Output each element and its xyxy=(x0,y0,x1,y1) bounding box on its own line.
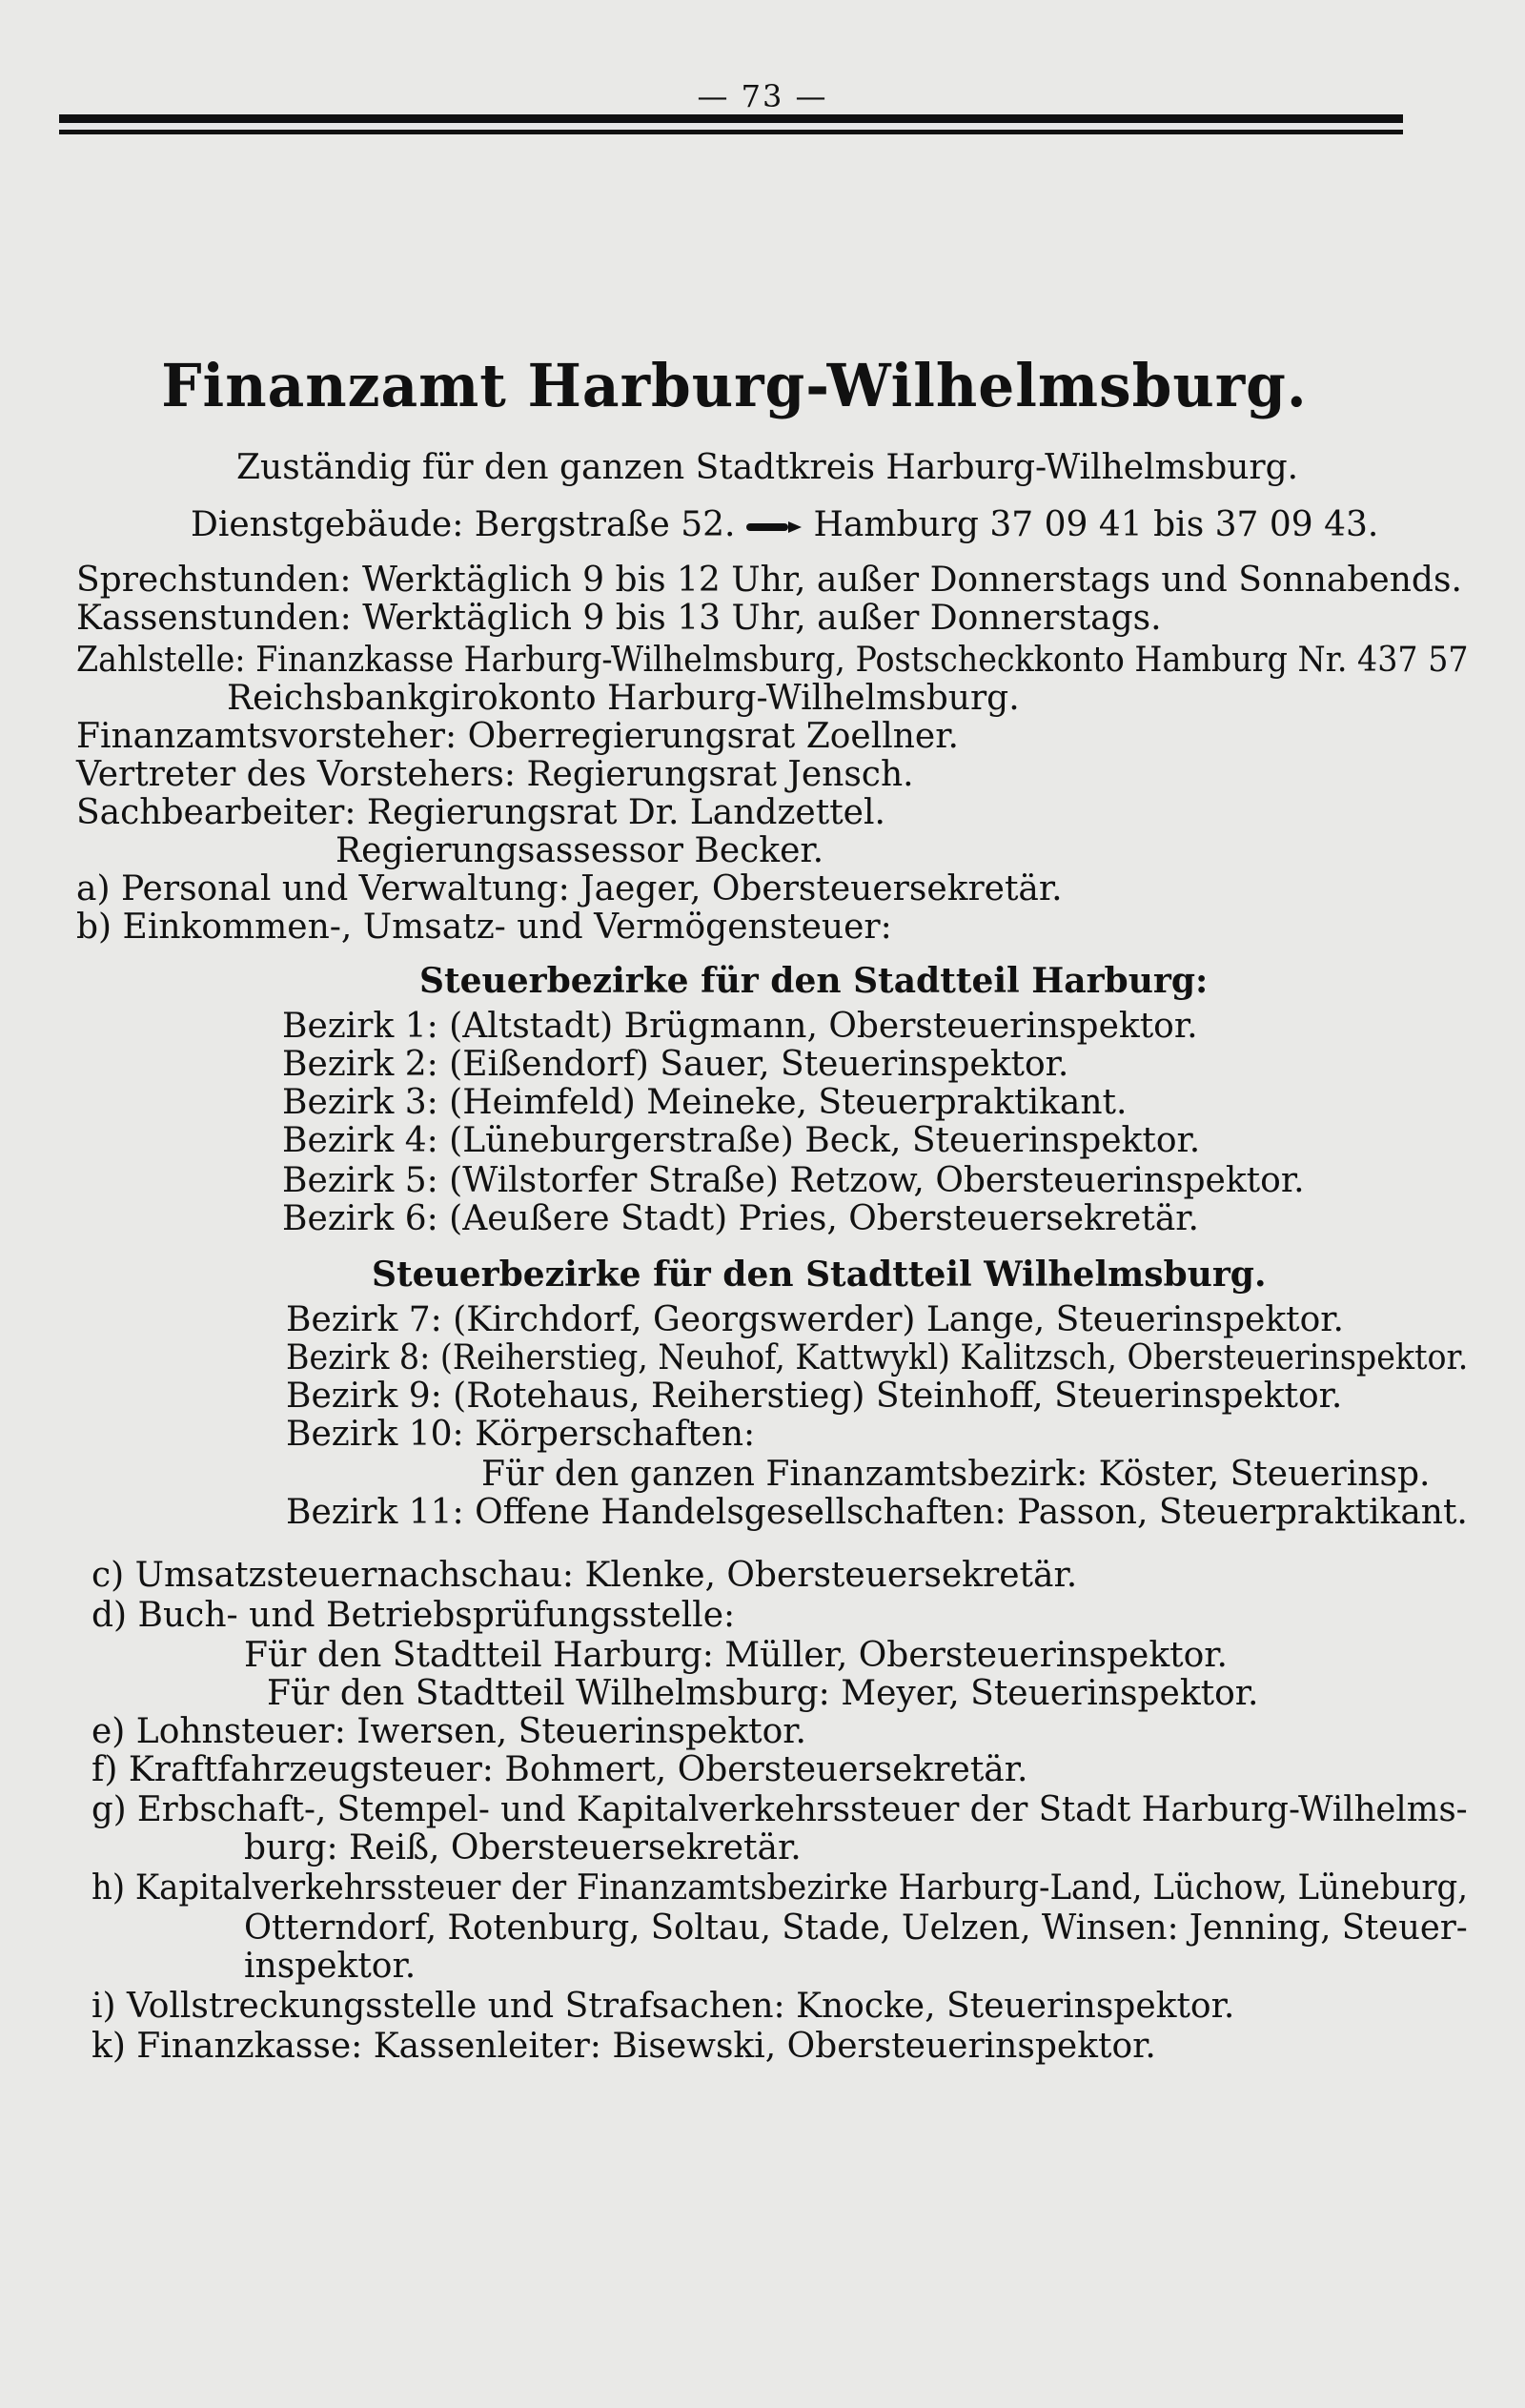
item-a: a) Personal und Verwaltung: Jaeger, Obersteuersekretär. xyxy=(76,869,1063,908)
page-number: — 73 — xyxy=(697,78,828,114)
district-7: Bezirk 7: (Kirchdorf, Georgswerder) Lange, Steuerinspektor. xyxy=(286,1300,1344,1339)
item-h: h) Kapitalverkehrssteuer der Finanzamtsbezirke Harburg-Land, Lüchow, Lüneburg, xyxy=(92,1868,1469,1908)
item-i: i) Vollstreckungsstelle und Strafsachen: Knocke, Steuerinspektor. xyxy=(92,1987,1235,2026)
item-c: c) Umsatzsteuernachschau: Klenke, Obersteuersekretär. xyxy=(92,1556,1078,1595)
district-1: Bezirk 1: (Altstadt) Brügmann, Obersteuerinspektor. xyxy=(282,1007,1198,1046)
district-2: Bezirk 2: (Eißendorf) Sauer, Steuerinspektor. xyxy=(282,1045,1069,1084)
page-title: Finanzamt Harburg-Wilhelmsburg. xyxy=(161,351,1308,420)
header-rule-thick xyxy=(59,114,1403,123)
address-text: Dienstgebäude: Bergstraße 52. xyxy=(191,505,736,544)
header-rule-thin xyxy=(59,130,1403,134)
payment-office: Zahlstelle: Finanzkasse Harburg-Wilhelmsburg, Postscheckkonto Hamburg Nr. 437 57 xyxy=(76,641,1469,680)
item-f: f) Kraftfahrzeugsteuer: Bohmert, Obersteuersekretär. xyxy=(92,1750,1028,1789)
item-g-cont: burg: Reiß, Obersteuersekretär. xyxy=(244,1828,802,1867)
telephone-icon xyxy=(744,520,803,534)
district-5: Bezirk 5: (Wilstorfer Straße) Retzow, Obersteuerinspektor. xyxy=(282,1161,1305,1200)
bank-account: Reichsbankgirokonto Harburg-Wilhelmsburg. xyxy=(227,679,1020,718)
item-d-wilhelmsburg: Für den Stadtteil Wilhelmsburg: Meyer, Steuerinspektor. xyxy=(267,1674,1259,1713)
office-head: Finanzamtsvorsteher: Oberregierungsrat Zoellner. xyxy=(76,717,959,756)
phone-numbers: Hamburg 37 09 41 bis 37 09 43. xyxy=(813,505,1379,544)
item-e: e) Lohnsteuer: Iwersen, Steuerinspektor. xyxy=(92,1712,806,1751)
office-hours: Sprechstunden: Werktäglich 9 bis 12 Uhr, außer Donnerstags und Sonnabends. xyxy=(76,561,1462,600)
district-4: Bezirk 4: (Lüneburgerstraße) Beck, Steuerinspektor. xyxy=(282,1121,1201,1160)
case-officer-2: Regierungsassessor Becker. xyxy=(336,831,824,870)
item-b: b) Einkommen-, Umsatz- und Vermögensteuer: xyxy=(76,908,892,947)
case-officer: Sachbearbeiter: Regierungsrat Dr. Landzettel. xyxy=(76,793,885,832)
section-heading-wilhelmsburg: Steuerbezirke für den Stadtteil Wilhelmsburg. xyxy=(372,1255,1267,1295)
district-10: Bezirk 10: Körperschaften: xyxy=(286,1415,756,1454)
district-3: Bezirk 3: (Heimfeld) Meineke, Steuerpraktikant. xyxy=(282,1083,1128,1122)
cash-hours: Kassenstunden: Werktäglich 9 bis 13 Uhr, außer Donnerstags. xyxy=(76,599,1162,638)
item-k: k) Finanzkasse: Kassenleiter: Bisewski, Obersteuerinspektor. xyxy=(92,2027,1156,2066)
item-h-cont: Otterndorf, Rotenburg, Soltau, Stade, Uelzen, Winsen: Jenning, Steuer- xyxy=(244,1908,1468,1948)
district-11: Bezirk 11: Offene Handelsgesellschaften: Passon, Steuerpraktikant. xyxy=(286,1493,1468,1532)
district-8: Bezirk 8: (Reiherstieg, Neuhof, Kattwykl) Kalitzsch, Obersteuerinspektor. xyxy=(286,1338,1469,1377)
district-9: Bezirk 9: (Rotehaus, Reiherstieg) Steinhoff, Steuerinspektor. xyxy=(286,1377,1343,1416)
item-d-harburg: Für den Stadtteil Harburg: Müller, Obersteuerinspektor. xyxy=(244,1636,1228,1675)
address-line xyxy=(191,505,1378,545)
deputy-head: Vertreter des Vorstehers: Regierungsrat Jensch. xyxy=(76,755,914,794)
section-heading-harburg: Steuerbezirke für den Stadtteil Harburg: xyxy=(419,961,1209,1001)
item-g: g) Erbschaft-, Stempel- und Kapitalverkehrssteuer der Stadt Harburg-Wilhelms- xyxy=(92,1790,1468,1829)
district-10-detail: Für den ganzen Finanzamtsbezirk: Köster, Steuerinsp. xyxy=(481,1455,1431,1494)
jurisdiction-line: Zuständig für den ganzen Stadtkreis Harburg-Wilhelmsburg. xyxy=(236,448,1299,487)
district-6: Bezirk 6: (Aeußere Stadt) Pries, Obersteuersekretär. xyxy=(282,1199,1199,1238)
item-d: d) Buch- und Betriebsprüfungsstelle: xyxy=(92,1596,736,1635)
item-h-cont-2: inspektor. xyxy=(244,1947,417,1986)
